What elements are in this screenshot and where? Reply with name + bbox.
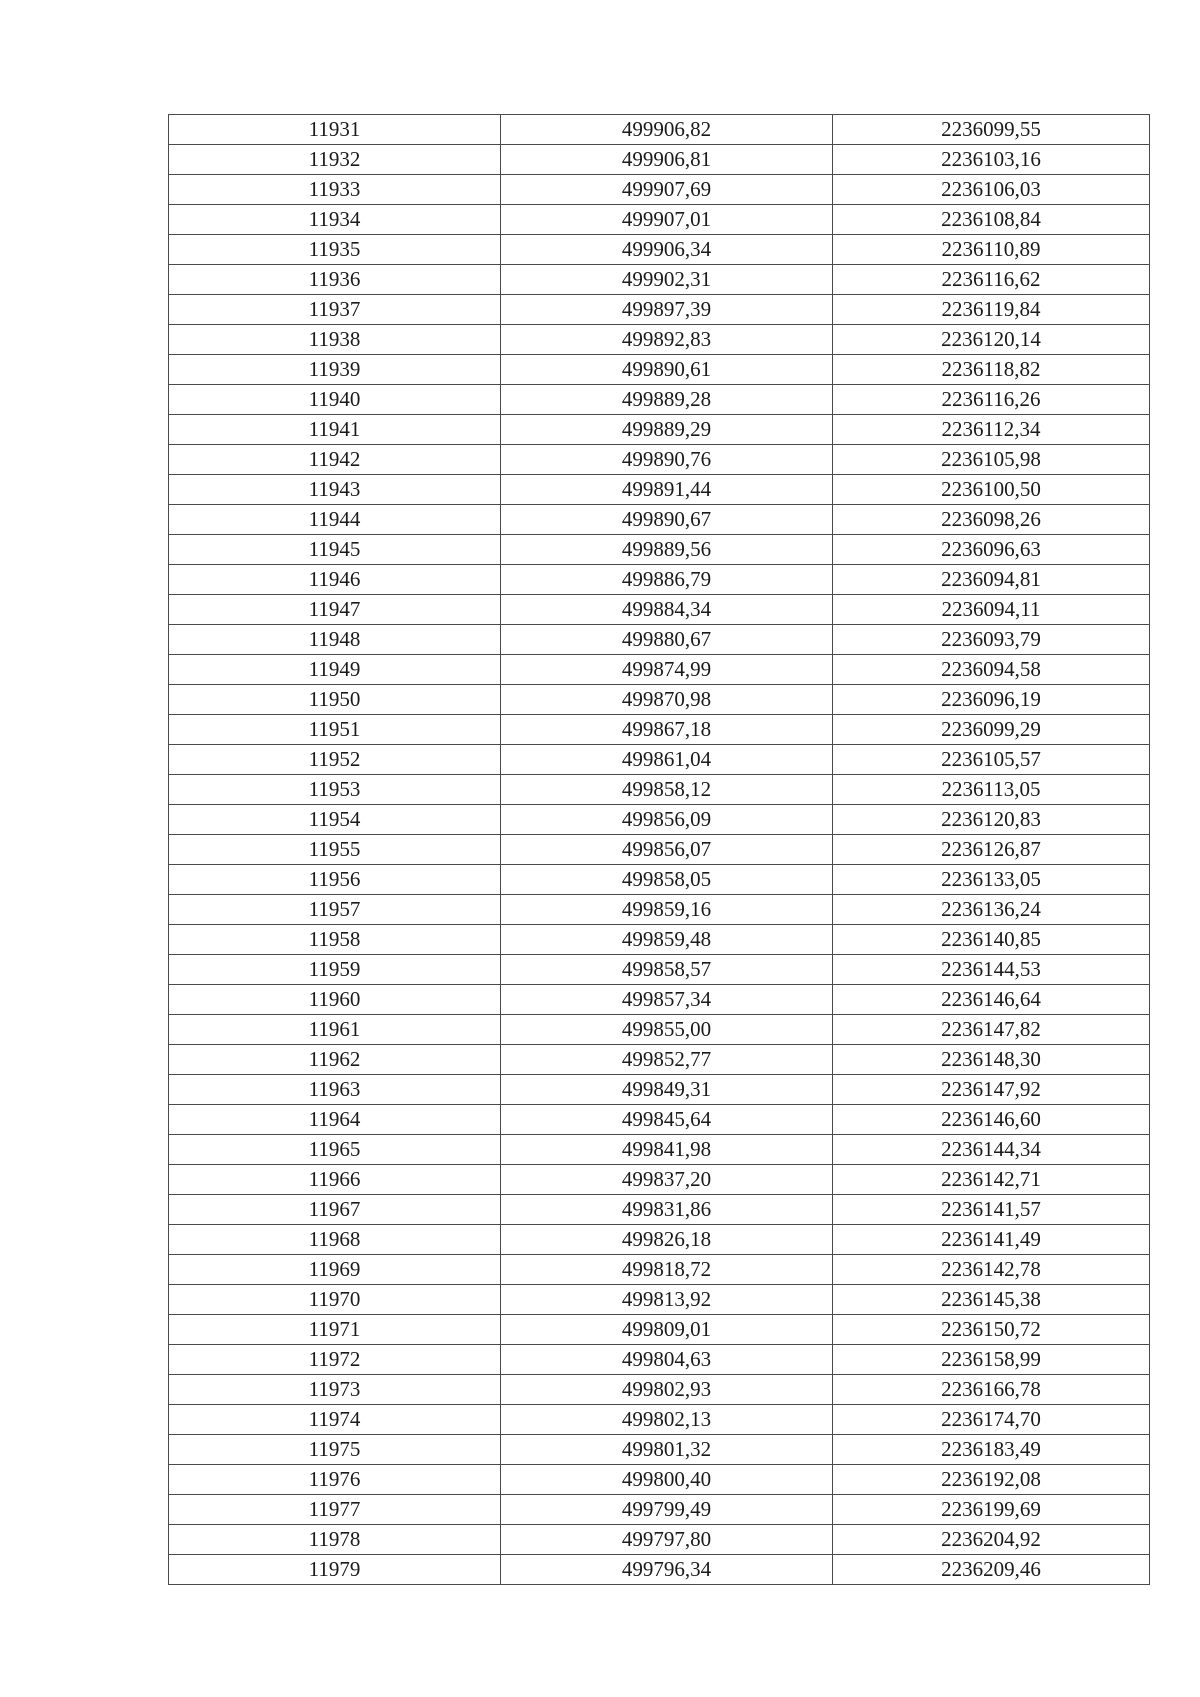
document-page <box>168 114 1149 1585</box>
table-row <box>169 1375 1150 1405</box>
x-coordinate-cell: 499797,80 <box>501 1525 833 1555</box>
y-coordinate-cell: 2236126,87 <box>833 835 1150 865</box>
table-row <box>169 1315 1150 1345</box>
y-coordinate-cell: 2236106,03 <box>833 175 1150 205</box>
x-coordinate-cell: 499804,63 <box>501 1345 833 1375</box>
x-coordinate-cell: 499906,82 <box>501 115 833 145</box>
x-coordinate-cell: 499858,12 <box>501 775 833 805</box>
y-coordinate-cell: 2236141,57 <box>833 1195 1150 1225</box>
point-number-cell: 11979 <box>169 1555 501 1585</box>
x-coordinate-cell: 499897,39 <box>501 295 833 325</box>
y-coordinate-cell: 2236142,71 <box>833 1165 1150 1195</box>
point-number-cell: 11976 <box>169 1465 501 1495</box>
point-number-cell: 11977 <box>169 1495 501 1525</box>
x-coordinate-cell: 499859,16 <box>501 895 833 925</box>
x-coordinate-cell: 499858,57 <box>501 955 833 985</box>
table-row <box>169 355 1150 385</box>
y-coordinate-cell: 2236110,89 <box>833 235 1150 265</box>
y-coordinate-cell: 2236099,29 <box>833 715 1150 745</box>
y-coordinate-cell: 2236093,79 <box>833 625 1150 655</box>
x-coordinate-cell: 499800,40 <box>501 1465 833 1495</box>
table-row <box>169 385 1150 415</box>
point-number-cell: 11965 <box>169 1135 501 1165</box>
x-coordinate-cell: 499861,04 <box>501 745 833 775</box>
table-row <box>169 1285 1150 1315</box>
y-coordinate-cell: 2236100,50 <box>833 475 1150 505</box>
point-number-cell: 11948 <box>169 625 501 655</box>
table-row <box>169 745 1150 775</box>
x-coordinate-cell: 499890,76 <box>501 445 833 475</box>
y-coordinate-cell: 2236141,49 <box>833 1225 1150 1255</box>
y-coordinate-cell: 2236118,82 <box>833 355 1150 385</box>
y-coordinate-cell: 2236142,78 <box>833 1255 1150 1285</box>
x-coordinate-cell: 499859,48 <box>501 925 833 955</box>
point-number-cell: 11931 <box>169 115 501 145</box>
table-row <box>169 895 1150 925</box>
table-row <box>169 205 1150 235</box>
point-number-cell: 11967 <box>169 1195 501 1225</box>
point-number-cell: 11969 <box>169 1255 501 1285</box>
table-row <box>169 145 1150 175</box>
x-coordinate-cell: 499802,93 <box>501 1375 833 1405</box>
point-number-cell: 11936 <box>169 265 501 295</box>
table-row <box>169 1465 1150 1495</box>
point-number-cell: 11951 <box>169 715 501 745</box>
point-number-cell: 11964 <box>169 1105 501 1135</box>
table-row <box>169 1495 1150 1525</box>
x-coordinate-cell: 499845,64 <box>501 1105 833 1135</box>
x-coordinate-cell: 499802,13 <box>501 1405 833 1435</box>
table-row <box>169 505 1150 535</box>
y-coordinate-cell: 2236105,57 <box>833 745 1150 775</box>
point-number-cell: 11968 <box>169 1225 501 1255</box>
y-coordinate-cell: 2236096,19 <box>833 685 1150 715</box>
point-number-cell: 11970 <box>169 1285 501 1315</box>
x-coordinate-cell: 499907,69 <box>501 175 833 205</box>
x-coordinate-cell: 499858,05 <box>501 865 833 895</box>
point-number-cell: 11961 <box>169 1015 501 1045</box>
table-row <box>169 985 1150 1015</box>
x-coordinate-cell: 499856,07 <box>501 835 833 865</box>
y-coordinate-cell: 2236166,78 <box>833 1375 1150 1405</box>
table-row <box>169 235 1150 265</box>
y-coordinate-cell: 2236140,85 <box>833 925 1150 955</box>
y-coordinate-cell: 2236116,62 <box>833 265 1150 295</box>
x-coordinate-cell: 499809,01 <box>501 1315 833 1345</box>
point-number-cell: 11943 <box>169 475 501 505</box>
x-coordinate-cell: 499837,20 <box>501 1165 833 1195</box>
y-coordinate-cell: 2236174,70 <box>833 1405 1150 1435</box>
table-row <box>169 295 1150 325</box>
x-coordinate-cell: 499891,44 <box>501 475 833 505</box>
point-number-cell: 11941 <box>169 415 501 445</box>
y-coordinate-cell: 2236116,26 <box>833 385 1150 415</box>
x-coordinate-cell: 499906,81 <box>501 145 833 175</box>
x-coordinate-cell: 499826,18 <box>501 1225 833 1255</box>
x-coordinate-cell: 499906,34 <box>501 235 833 265</box>
y-coordinate-cell: 2236147,82 <box>833 1015 1150 1045</box>
y-coordinate-cell: 2236148,30 <box>833 1045 1150 1075</box>
point-number-cell: 11962 <box>169 1045 501 1075</box>
x-coordinate-cell: 499892,83 <box>501 325 833 355</box>
table-row <box>169 1225 1150 1255</box>
x-coordinate-cell: 499831,86 <box>501 1195 833 1225</box>
y-coordinate-cell: 2236094,58 <box>833 655 1150 685</box>
point-number-cell: 11946 <box>169 565 501 595</box>
point-number-cell: 11944 <box>169 505 501 535</box>
y-coordinate-cell: 2236158,99 <box>833 1345 1150 1375</box>
point-number-cell: 11932 <box>169 145 501 175</box>
table-row <box>169 1345 1150 1375</box>
y-coordinate-cell: 2236098,26 <box>833 505 1150 535</box>
table-row <box>169 715 1150 745</box>
point-number-cell: 11953 <box>169 775 501 805</box>
y-coordinate-cell: 2236145,38 <box>833 1285 1150 1315</box>
point-number-cell: 11939 <box>169 355 501 385</box>
table-row <box>169 655 1150 685</box>
table-row <box>169 265 1150 295</box>
point-number-cell: 11954 <box>169 805 501 835</box>
y-coordinate-cell: 2236108,84 <box>833 205 1150 235</box>
point-number-cell: 11972 <box>169 1345 501 1375</box>
y-coordinate-cell: 2236146,64 <box>833 985 1150 1015</box>
table-row <box>169 115 1150 145</box>
point-number-cell: 11966 <box>169 1165 501 1195</box>
x-coordinate-cell: 499870,98 <box>501 685 833 715</box>
table-row <box>169 535 1150 565</box>
y-coordinate-cell: 2236144,34 <box>833 1135 1150 1165</box>
y-coordinate-cell: 2236119,84 <box>833 295 1150 325</box>
table-row <box>169 835 1150 865</box>
x-coordinate-cell: 499907,01 <box>501 205 833 235</box>
y-coordinate-cell: 2236147,92 <box>833 1075 1150 1105</box>
point-number-cell: 11960 <box>169 985 501 1015</box>
x-coordinate-cell: 499841,98 <box>501 1135 833 1165</box>
y-coordinate-cell: 2236120,83 <box>833 805 1150 835</box>
table-row <box>169 595 1150 625</box>
y-coordinate-cell: 2236103,16 <box>833 145 1150 175</box>
table-row <box>169 175 1150 205</box>
table-row <box>169 325 1150 355</box>
x-coordinate-cell: 499856,09 <box>501 805 833 835</box>
y-coordinate-cell: 2236204,92 <box>833 1525 1150 1555</box>
point-number-cell: 11950 <box>169 685 501 715</box>
table-row <box>169 1255 1150 1285</box>
table-row <box>169 1075 1150 1105</box>
table-row <box>169 565 1150 595</box>
y-coordinate-cell: 2236144,53 <box>833 955 1150 985</box>
x-coordinate-cell: 499855,00 <box>501 1015 833 1045</box>
x-coordinate-cell: 499818,72 <box>501 1255 833 1285</box>
coordinates-table-body <box>169 115 1150 1585</box>
point-number-cell: 11938 <box>169 325 501 355</box>
point-number-cell: 11956 <box>169 865 501 895</box>
x-coordinate-cell: 499890,61 <box>501 355 833 385</box>
table-row <box>169 775 1150 805</box>
point-number-cell: 11952 <box>169 745 501 775</box>
table-row <box>169 1165 1150 1195</box>
table-row <box>169 1195 1150 1225</box>
y-coordinate-cell: 2236183,49 <box>833 1435 1150 1465</box>
x-coordinate-cell: 499874,99 <box>501 655 833 685</box>
point-number-cell: 11949 <box>169 655 501 685</box>
point-number-cell: 11942 <box>169 445 501 475</box>
point-number-cell: 11935 <box>169 235 501 265</box>
x-coordinate-cell: 499880,67 <box>501 625 833 655</box>
table-row <box>169 415 1150 445</box>
point-number-cell: 11963 <box>169 1075 501 1105</box>
table-row <box>169 1525 1150 1555</box>
x-coordinate-cell: 499801,32 <box>501 1435 833 1465</box>
point-number-cell: 11945 <box>169 535 501 565</box>
point-number-cell: 11971 <box>169 1315 501 1345</box>
table-row <box>169 865 1150 895</box>
table-row <box>169 1135 1150 1165</box>
y-coordinate-cell: 2236150,72 <box>833 1315 1150 1345</box>
point-number-cell: 11975 <box>169 1435 501 1465</box>
point-number-cell: 11958 <box>169 925 501 955</box>
table-row <box>169 1555 1150 1585</box>
x-coordinate-cell: 499889,28 <box>501 385 833 415</box>
point-number-cell: 11973 <box>169 1375 501 1405</box>
table-row <box>169 475 1150 505</box>
point-number-cell: 11974 <box>169 1405 501 1435</box>
y-coordinate-cell: 2236209,46 <box>833 1555 1150 1585</box>
x-coordinate-cell: 499889,56 <box>501 535 833 565</box>
table-row <box>169 955 1150 985</box>
point-number-cell: 11933 <box>169 175 501 205</box>
point-number-cell: 11978 <box>169 1525 501 1555</box>
point-number-cell: 11940 <box>169 385 501 415</box>
y-coordinate-cell: 2236120,14 <box>833 325 1150 355</box>
x-coordinate-cell: 499813,92 <box>501 1285 833 1315</box>
point-number-cell: 11955 <box>169 835 501 865</box>
table-row <box>169 925 1150 955</box>
point-number-cell: 11937 <box>169 295 501 325</box>
point-number-cell: 11957 <box>169 895 501 925</box>
x-coordinate-cell: 499852,77 <box>501 1045 833 1075</box>
point-number-cell: 11947 <box>169 595 501 625</box>
y-coordinate-cell: 2236113,05 <box>833 775 1150 805</box>
y-coordinate-cell: 2236192,08 <box>833 1465 1150 1495</box>
table-row <box>169 685 1150 715</box>
table-row <box>169 805 1150 835</box>
point-number-cell: 11934 <box>169 205 501 235</box>
point-number-cell: 11959 <box>169 955 501 985</box>
y-coordinate-cell: 2236105,98 <box>833 445 1150 475</box>
y-coordinate-cell: 2236099,55 <box>833 115 1150 145</box>
x-coordinate-cell: 499857,34 <box>501 985 833 1015</box>
y-coordinate-cell: 2236112,34 <box>833 415 1150 445</box>
x-coordinate-cell: 499799,49 <box>501 1495 833 1525</box>
coordinates-table <box>168 114 1150 1585</box>
y-coordinate-cell: 2236199,69 <box>833 1495 1150 1525</box>
y-coordinate-cell: 2236136,24 <box>833 895 1150 925</box>
x-coordinate-cell: 499867,18 <box>501 715 833 745</box>
y-coordinate-cell: 2236146,60 <box>833 1105 1150 1135</box>
table-row <box>169 1045 1150 1075</box>
y-coordinate-cell: 2236094,81 <box>833 565 1150 595</box>
table-row <box>169 1435 1150 1465</box>
x-coordinate-cell: 499886,79 <box>501 565 833 595</box>
x-coordinate-cell: 499884,34 <box>501 595 833 625</box>
x-coordinate-cell: 499889,29 <box>501 415 833 445</box>
table-row <box>169 1105 1150 1135</box>
y-coordinate-cell: 2236133,05 <box>833 865 1150 895</box>
x-coordinate-cell: 499890,67 <box>501 505 833 535</box>
y-coordinate-cell: 2236096,63 <box>833 535 1150 565</box>
x-coordinate-cell: 499902,31 <box>501 265 833 295</box>
table-row <box>169 1015 1150 1045</box>
table-row <box>169 445 1150 475</box>
x-coordinate-cell: 499849,31 <box>501 1075 833 1105</box>
x-coordinate-cell: 499796,34 <box>501 1555 833 1585</box>
y-coordinate-cell: 2236094,11 <box>833 595 1150 625</box>
table-row <box>169 1405 1150 1435</box>
table-row <box>169 625 1150 655</box>
